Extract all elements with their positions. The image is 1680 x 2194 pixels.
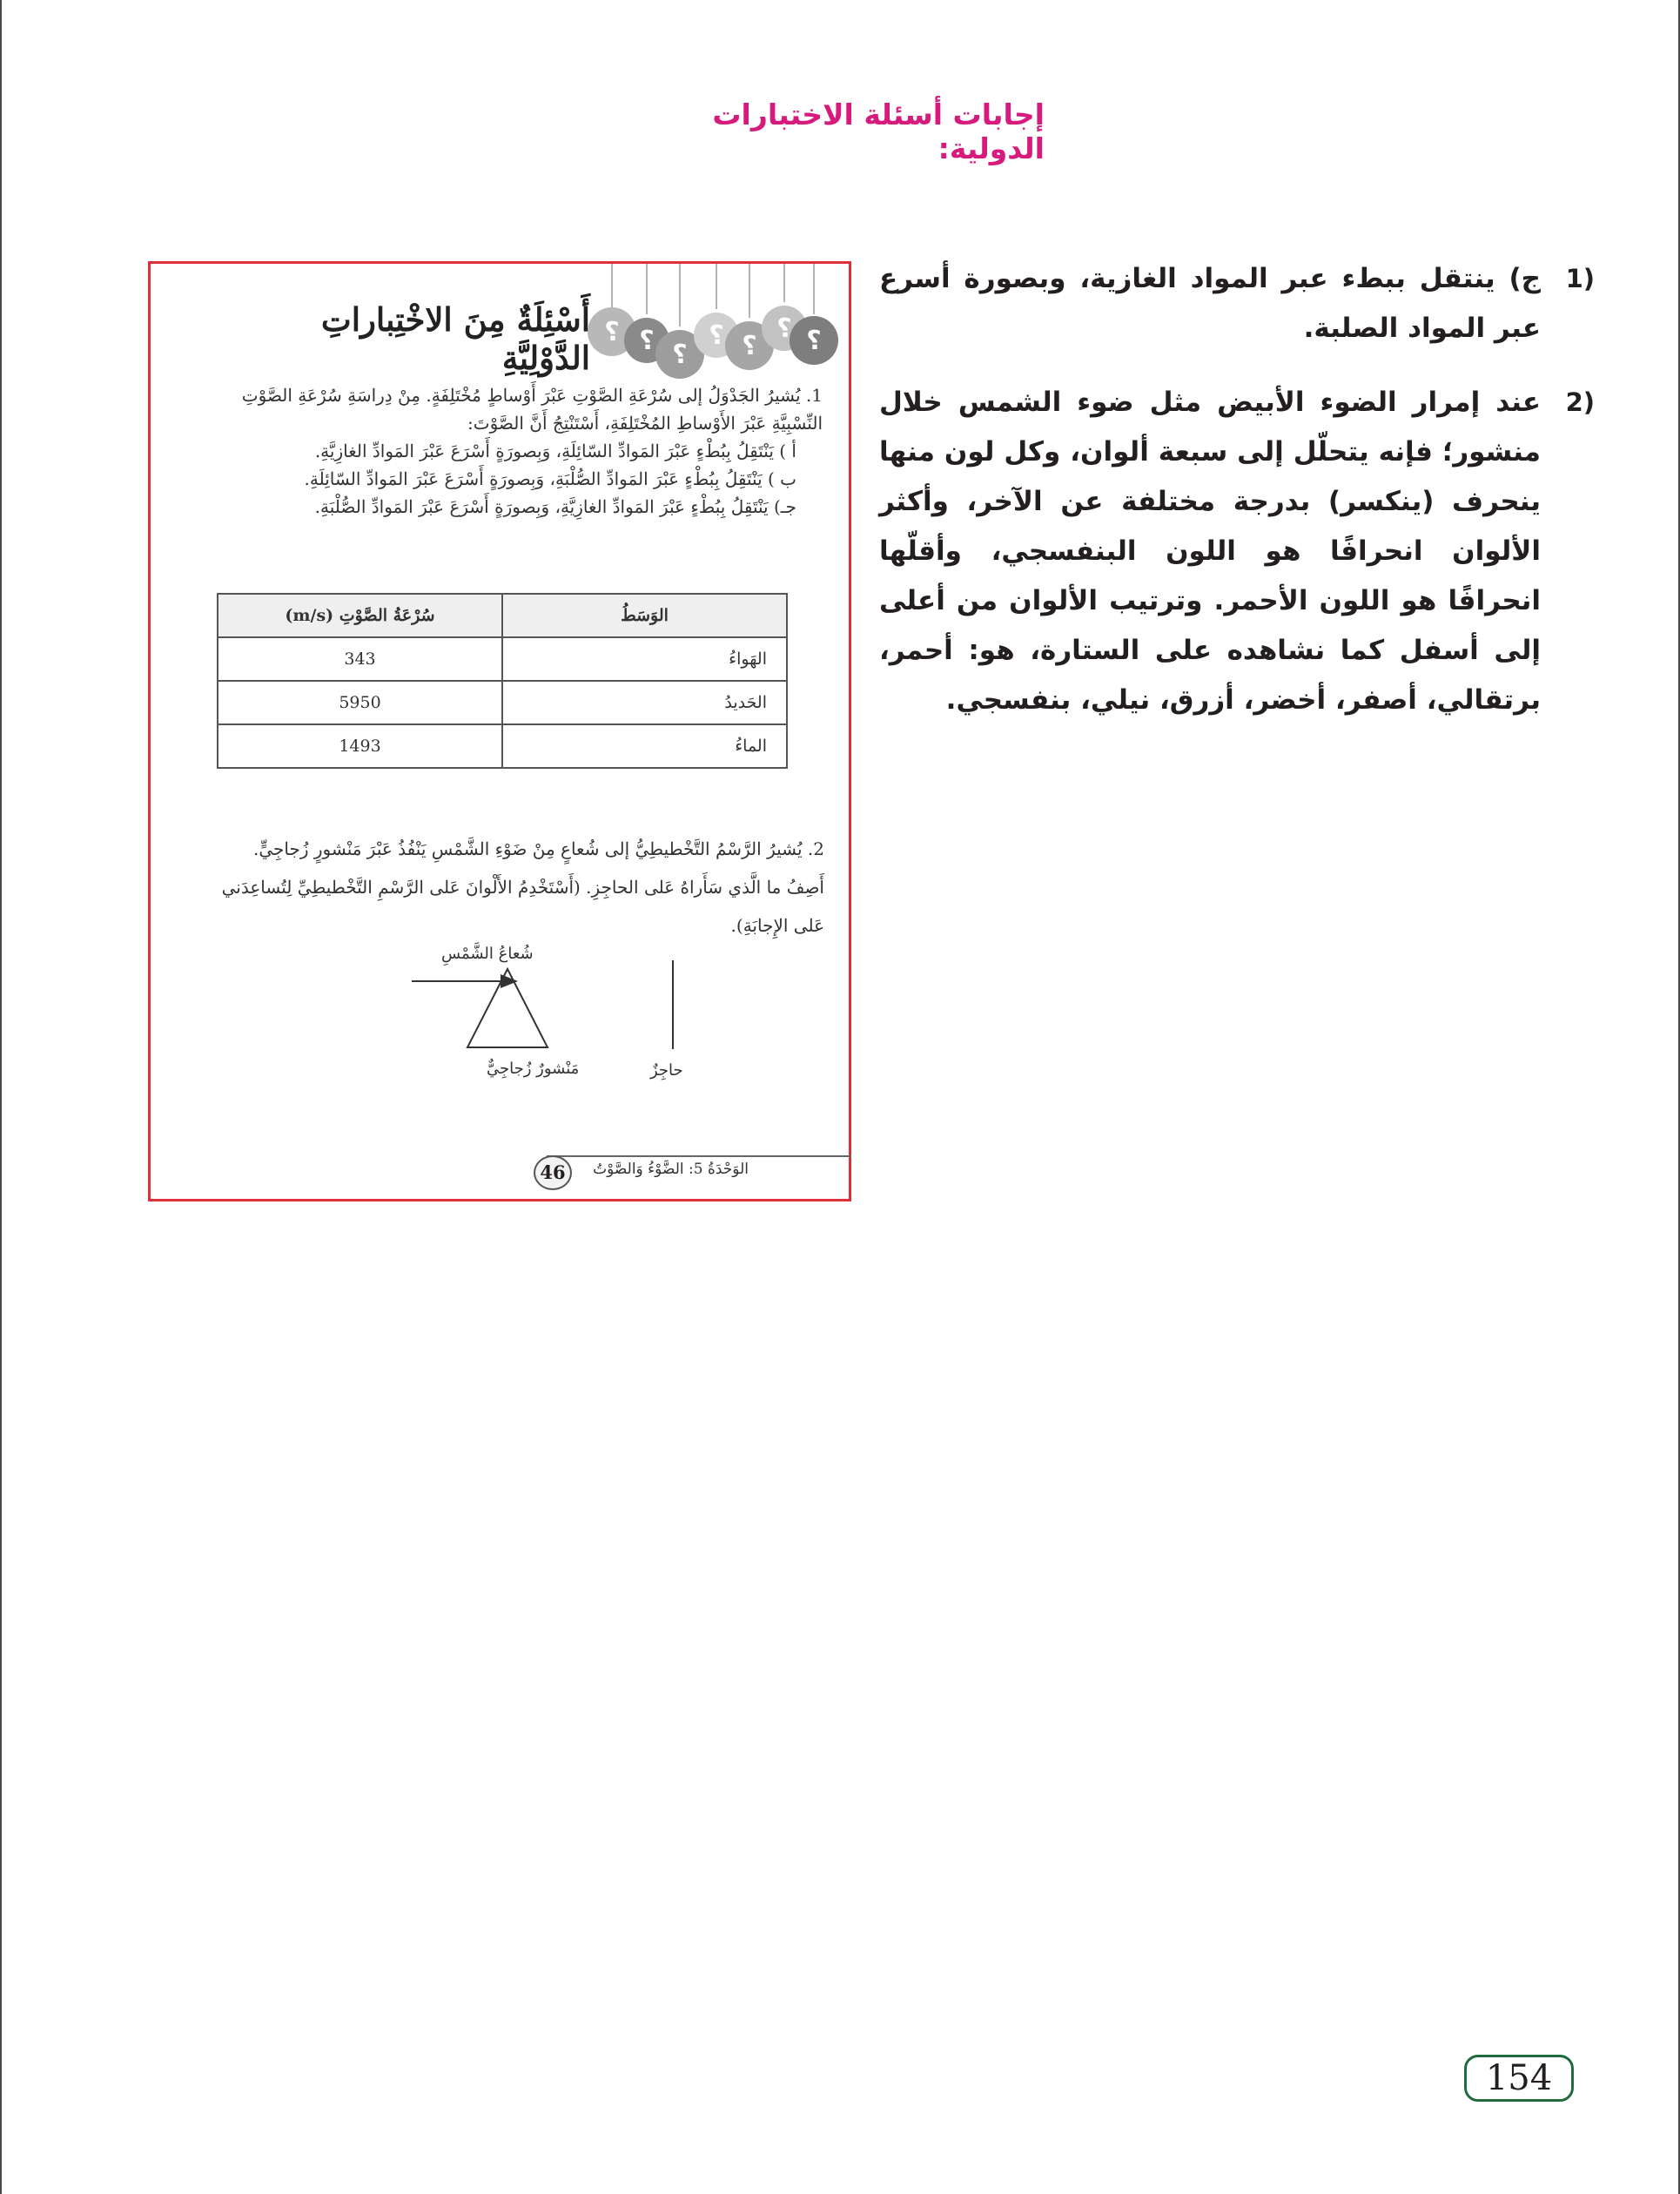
answer-item — [879, 254, 1602, 353]
textbook-footer — [534, 1155, 851, 1187]
question-2: 2. يُشيرُ الرَّسْمُ التَّخْطيطِيُّ إلى شُعاعٍ مِنْ ضَوْءِ الشَّمْسِ يَنْفُذُ عَبْرَ مَنْشورٍ زُجاجِيٍّ. أَصِفُ ما الَّذي سَأَراهُ عَلى الحاجِزِ. (أَسْتَخْدِمُ الأَلْوانَ عَلى الرَّسْمِ التَّخْطيطِيِّ لِتُساعِدَني عَلى الإِجابَةِ). — [221, 838, 824, 936]
medium-cell: الحَديدُ — [502, 681, 787, 724]
prism-diagram — [412, 945, 690, 1126]
table-row — [218, 637, 787, 681]
balloon-glyph: ؟ — [709, 320, 724, 351]
speed-cell: 343 — [218, 637, 502, 681]
column-header-medium: الوَسَطُ — [502, 594, 787, 637]
medium-cell: الهَواءُ — [502, 637, 787, 681]
page-heading: إجابات أسئلة الاختبارات الدولية: — [712, 98, 1045, 165]
answer-item — [879, 378, 1602, 725]
speed-cell: 5950 — [218, 681, 502, 724]
answer-text: ج) ينتقل ببطء عبر المواد الغازية، وبصورة أسرع عبر المواد الصلبة. — [879, 263, 1541, 344]
footer-rule — [547, 1155, 851, 1157]
question-1-option-b: ب ) يَنْتَقِلُ بِبُطْءٍ عَبْرَ المَوادِّ الصُّلْبَةِ، وَبِصورَةٍ أَسْرَعَ عَبْرَ المَوادِّ السّائِلَةِ. — [304, 468, 796, 489]
medium-cell: الماءُ — [502, 724, 787, 768]
table-header-row — [218, 594, 787, 637]
textbook-section-title: أَسْئِلَةٌ مِنَ الاخْتِباراتِ الدَّوْلِيَّةِ — [320, 300, 590, 377]
question-1-option-a: أ ) يَنْتَقِلُ بِبُطْءٍ عَبْرَ المَوادِّ السّائِلَةِ، وَبِصورَةٍ أَسْرَعَ عَبْرَ المَوادِّ الغازِيَّةِ. — [314, 441, 796, 461]
question-1-stem: 1. يُشيرُ الجَدْوَلُ إلى سُرْعَةِ الصَّوْتِ عَبْرَ أَوْساطٍ مُخْتَلِفَةٍ. مِنْ دِراسَةِ سُرْعَةِ الصَّوْتِ النِّسْبِيَّةِ عَبْرَ الأَوْساطِ المُخْتَلِفَةِ، أَسْتَنْتِجُ أَنَّ الصَّوْتَ: — [241, 385, 823, 434]
question-1 — [213, 381, 823, 521]
column-header-speed: سُرْعَةُ الصَّوْتِ (m/s) — [218, 594, 502, 637]
answer-number: 2) — [1565, 387, 1595, 417]
balloon-glyph: ؟ — [604, 317, 620, 347]
textbook-page-number: 46 — [534, 1155, 572, 1190]
textbook-page-excerpt — [148, 261, 851, 1201]
answer-number: 1) — [1565, 264, 1595, 293]
table-row — [218, 724, 787, 768]
balloon-glyph: ؟ — [806, 326, 822, 356]
balloon-glyph: ؟ — [672, 340, 688, 370]
page-number: 154 — [1464, 2055, 1574, 2102]
speed-cell: 1493 — [218, 724, 502, 768]
question-1-option-c: جـ) يَنْتَقِلُ بِبُطْءٍ عَبْرَ المَوادِّ الغازِيَّةِ، وَبِصورَةٍ أَسْرَعَ عَبْرَ المَوادِّ الصُّلْبَةِ. — [314, 496, 796, 517]
barrier-label: حاجِزٌ — [650, 1061, 683, 1080]
prism-diagram-drawing — [412, 952, 690, 1126]
sound-speed-table — [217, 593, 788, 769]
sun-ray-label: شُعاعُ الشَّمْسِ — [441, 945, 534, 963]
balloon-glyph: ؟ — [742, 331, 757, 361]
balloon-glyph: ؟ — [639, 326, 655, 356]
answers-list — [879, 254, 1602, 750]
textbook-unit-label: الوَحْدَةُ 5: الضَّوْءُ وَالصَّوْتُ — [593, 1161, 749, 1178]
answer-text: عند إمرار الضوء الأبيض مثل ضوء الشمس خلال منشور؛ فإنه يتحلّل إلى سبعة ألوان، وكل لون منها ينحرف (ينكسر) بدرجة مختلفة عن الآخر، وأكثر الألوان انحرافًا هو اللون البنفسجي، وأقلّها انحرافًا هو اللون الأحمر. وترتيب الألوان من أعلى إلى أسفل كما نشاهده على الستارة، هو: أحمر، برتقالي، أصفر، أخضر، أزرق، نيلي، بنفسجي. — [879, 387, 1541, 716]
left-page-edge — [0, 0, 2, 2194]
prism-label: مَنْشورٌ زُجاجِيٌّ — [487, 1060, 580, 1078]
question-balloons-illustration — [577, 264, 847, 386]
balloon-glyph: ؟ — [776, 313, 792, 344]
table-row — [218, 681, 787, 724]
